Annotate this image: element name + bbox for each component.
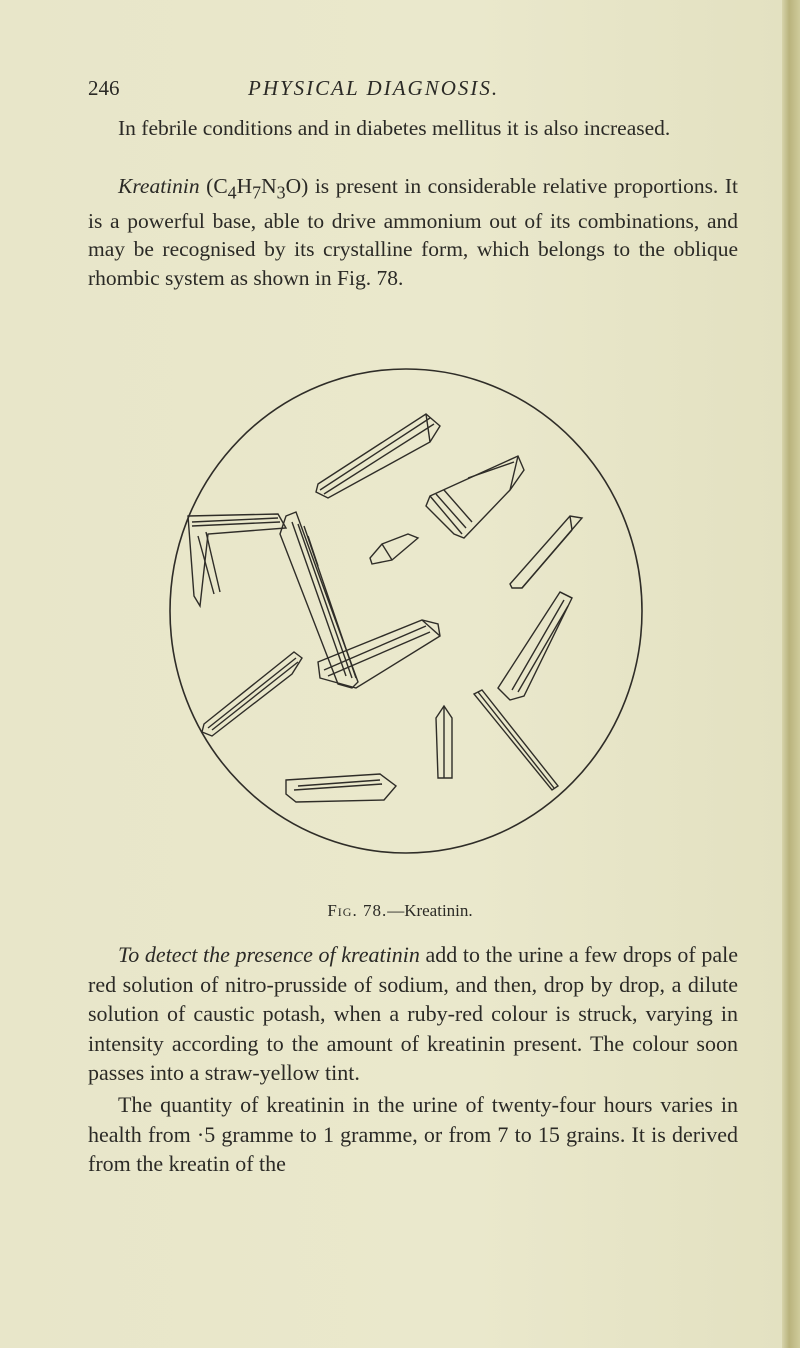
paragraph-3-body: add to the urine a few drops of pale red solution of nitro-prusside of sodium, and then, drop by drop, a dilute solution of caustic potash, when a ruby-red colour is struck, varying in intensity according to the amount of kreatinin present. The colour soon passes into a straw-yellow tint. [88, 942, 738, 1086]
running-head [88, 76, 738, 102]
paragraph-2-body: is present in considerable relative proportions. It is a powerful base, able to drive ammonium out of its combinations, and may be recognised by its crystalline form, which belongs to the oblique rhombic system as shown in Fig. 78. [88, 174, 738, 290]
figure-caption [0, 901, 800, 921]
paragraph-1: In febrile conditions and in diabetes mellitus it is also increased. [118, 116, 671, 140]
figure-label: Fig. 78. [327, 901, 388, 920]
running-title: PHYSICAL DIAGNOSIS. [248, 76, 500, 100]
crystal-lower-left [202, 652, 302, 736]
crystal-illustration [168, 366, 648, 856]
crystal-block-left [188, 514, 286, 606]
crystal-prism-top [316, 414, 440, 498]
kreatinin-term: Kreatinin [118, 174, 200, 198]
chemical-formula: $(C_4H_7N_3O)$ [206, 174, 309, 203]
crystal-bottom-flat [286, 774, 396, 802]
page-number: 246 [88, 76, 120, 100]
paragraph-3 [88, 940, 738, 1088]
page-spine-edge [782, 0, 800, 1348]
kreatinin-crystal-figure [168, 366, 648, 856]
crystal-center-vertical [436, 706, 452, 778]
crystal-small-rhomb [370, 534, 418, 564]
crystal-right-twin [498, 592, 572, 700]
crystal-upper-right [426, 456, 524, 538]
paragraph-2 [88, 172, 738, 292]
crystal-right-slanted [510, 516, 582, 588]
paragraph-3-lead: To detect the presence of kreatinin [118, 942, 420, 967]
figure-title: —Kreatinin. [387, 901, 473, 920]
crystal-lower-right-diagonal [474, 690, 558, 790]
paragraph-4: The quantity of kreatinin in the urine of twenty-four hours varies in health from ·5 gramme to 1 gramme, or from 7 to 15 grains. It is derived from the kreatin of the [88, 1092, 738, 1177]
